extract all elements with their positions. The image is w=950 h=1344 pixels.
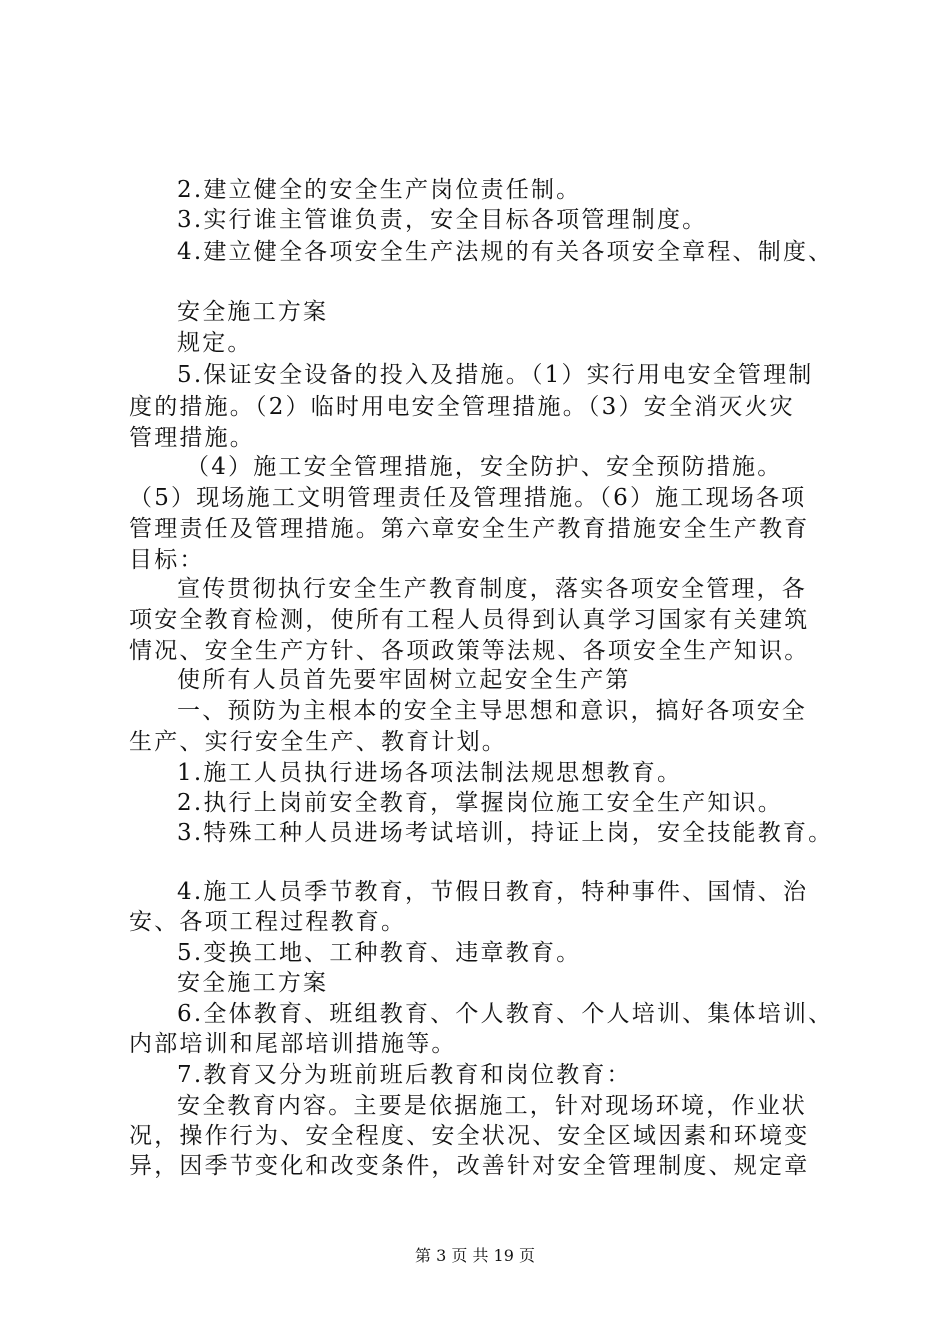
text-line: 安全教育内容。主要是依据施工，针对现场环境，作业状 bbox=[177, 1093, 807, 1119]
text-line: 管理责任及管理措施。第六章安全生产教育措施安全生产教育 bbox=[129, 516, 810, 542]
text-line: 规定。 bbox=[177, 330, 253, 356]
text-line: 7.教育又分为班前班后教育和岗位教育： bbox=[177, 1062, 632, 1088]
text-line: 内部培训和尾部培训措施等。 bbox=[129, 1031, 457, 1057]
text-line: 情况、安全生产方针、各项政策等法规、各项安全生产知识。 bbox=[129, 638, 810, 664]
text-line: 生产、实行安全生产、教育计划。 bbox=[129, 729, 507, 755]
text-line: 目标： bbox=[129, 547, 205, 573]
text-line: （5）现场施工文明管理责任及管理措施。（6）施工现场各项 bbox=[129, 485, 807, 511]
text-line: 项安全教育检测，使所有工程人员得到认真学习国家有关建筑 bbox=[129, 607, 810, 633]
text-line: 安全施工方案 bbox=[177, 970, 329, 996]
text-line: 安、各项工程过程教育。 bbox=[129, 909, 407, 935]
text-line: 2.建立健全的安全生产岗位责任制。 bbox=[177, 177, 582, 203]
text-line: 度的措施。（2）临时用电安全管理措施。（3）安全消灭火灾 bbox=[129, 394, 795, 420]
text-line: 4.建立健全各项安全生产法规的有关各项安全章程、制度、 bbox=[177, 239, 834, 265]
text-line: 2.执行上岗前安全教育，掌握岗位施工安全生产知识。 bbox=[177, 790, 783, 816]
text-line: 使所有人员首先要牢固树立起安全生产第 bbox=[177, 667, 631, 693]
text-line: 一、预防为主根本的安全主导思想和意识，搞好各项安全 bbox=[177, 698, 807, 724]
text-line: 4.施工人员季节教育，节假日教育，特种事件、国情、治 bbox=[177, 879, 809, 905]
page-footer: 第 3 页 共 19 页 bbox=[415, 1246, 535, 1265]
text-line: 宣传贯彻执行安全生产教育制度，落实各项安全管理，各 bbox=[177, 576, 807, 602]
text-line: 5.变换工地、工种教育、违章教育。 bbox=[177, 940, 582, 966]
text-line: 管理措施。 bbox=[129, 425, 255, 451]
text-line: 1.施工人员执行进场各项法制法规思想教育。 bbox=[177, 760, 683, 786]
text-line: 况，操作行为、安全程度、安全状况、安全区域因素和环境变 bbox=[129, 1123, 810, 1149]
text-line: （4）施工安全管理措施，安全防护、安全预防措施。 bbox=[186, 454, 783, 480]
text-line: 异，因季节变化和改变条件，改善针对安全管理制度、规定章 bbox=[129, 1153, 810, 1179]
text-line: 安全施工方案 bbox=[177, 299, 329, 325]
text-line: 6.全体教育、班组教育、个人教育、个人培训、集体培训、 bbox=[177, 1001, 834, 1027]
text-line: 3.实行谁主管谁负责，安全目标各项管理制度。 bbox=[177, 207, 708, 233]
text-line: 5.保证安全设备的投入及措施。（1）实行用电安全管理制 bbox=[177, 362, 814, 388]
text-line: 3.特殊工种人员进场考试培训，持证上岗，安全技能教育。 bbox=[177, 820, 834, 846]
